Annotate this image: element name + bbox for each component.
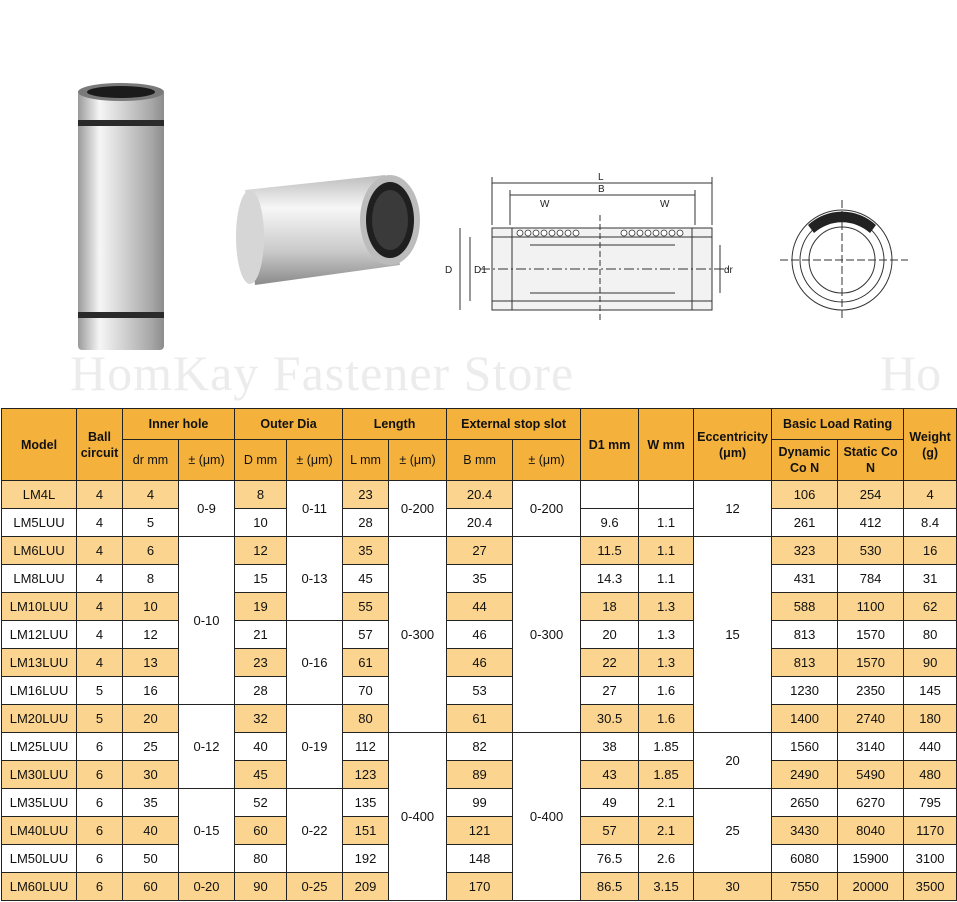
cell-dyn: 323 <box>772 537 838 565</box>
cell-L: 112 <box>343 733 389 761</box>
cell-dyn: 813 <box>772 649 838 677</box>
cell-d1: 18 <box>581 593 639 621</box>
cell-dyn: 7550 <box>772 873 838 901</box>
cell-outer-tol: 0-11 <box>287 481 343 537</box>
cell-D: 10 <box>235 509 287 537</box>
cell-dyn: 6080 <box>772 845 838 873</box>
cell-D: 80 <box>235 845 287 873</box>
cell-stat: 530 <box>838 537 904 565</box>
header-outer-tol: ± (μm) <box>287 440 343 481</box>
table-row <box>2 873 957 901</box>
header-length: Length <box>343 409 447 440</box>
cell-stat: 1570 <box>838 649 904 677</box>
table-row <box>2 845 957 873</box>
cell-dyn: 1400 <box>772 705 838 733</box>
cell-B: 82 <box>447 733 513 761</box>
cell-ball: 4 <box>77 621 123 649</box>
cell-w: 1.3 <box>639 621 694 649</box>
cell-wt: 80 <box>904 621 957 649</box>
bearing-photo-vertical <box>70 80 170 355</box>
cell-B: 121 <box>447 817 513 845</box>
table-row <box>2 621 957 649</box>
technical-drawing-side <box>440 165 740 325</box>
cell-slot-tol: 0-400 <box>513 733 581 901</box>
cell-L: 45 <box>343 565 389 593</box>
cell-w: 3.15 <box>639 873 694 901</box>
cell-wt: 4 <box>904 481 957 509</box>
cell-outer-tol: 0-19 <box>287 705 343 789</box>
cell-L: 80 <box>343 705 389 733</box>
cell-stat: 2350 <box>838 677 904 705</box>
cell-length-tol: 0-400 <box>389 733 447 901</box>
cell-d1: 76.5 <box>581 845 639 873</box>
cell-wt: 8.4 <box>904 509 957 537</box>
cell-dr: 16 <box>123 677 179 705</box>
cell-slot-tol: 0-200 <box>513 481 581 537</box>
cell-w <box>639 481 694 509</box>
cell-w: 1.1 <box>639 509 694 537</box>
cell-w: 1.85 <box>639 761 694 789</box>
cell-D: 28 <box>235 677 287 705</box>
cell-D: 60 <box>235 817 287 845</box>
cell-model: LM50LUU <box>2 845 77 873</box>
cell-wt: 145 <box>904 677 957 705</box>
header-D: D mm <box>235 440 287 481</box>
cell-L: 135 <box>343 789 389 817</box>
cell-B: 20.4 <box>447 481 513 509</box>
cell-inner-tol: 0-20 <box>179 873 235 901</box>
cell-model: LM6LUU <box>2 537 77 565</box>
cell-model: LM4L <box>2 481 77 509</box>
cell-w: 2.1 <box>639 789 694 817</box>
dim-W-left: W <box>540 199 550 210</box>
cell-B: 46 <box>447 649 513 677</box>
cell-dr: 35 <box>123 789 179 817</box>
header-external-stop-slot: External stop slot <box>447 409 581 440</box>
cell-ball: 4 <box>77 593 123 621</box>
cell-w: 2.1 <box>639 817 694 845</box>
cell-stat: 412 <box>838 509 904 537</box>
cell-d1: 38 <box>581 733 639 761</box>
table-row <box>2 705 957 733</box>
header-slot-tol: ± (μm) <box>513 440 581 481</box>
cell-dr: 50 <box>123 845 179 873</box>
cell-ball: 6 <box>77 845 123 873</box>
cell-ball: 5 <box>77 677 123 705</box>
cell-d1: 22 <box>581 649 639 677</box>
header-weight: Weight (g) <box>904 409 957 481</box>
cell-L: 55 <box>343 593 389 621</box>
dim-B: B <box>598 184 605 195</box>
cell-stat: 20000 <box>838 873 904 901</box>
cell-length-tol: 0-300 <box>389 537 447 733</box>
cell-L: 70 <box>343 677 389 705</box>
cell-B: 44 <box>447 593 513 621</box>
cell-dr: 25 <box>123 733 179 761</box>
header-w: W mm <box>639 409 694 481</box>
cell-dr: 40 <box>123 817 179 845</box>
cell-dr: 30 <box>123 761 179 789</box>
cell-w: 1.6 <box>639 705 694 733</box>
cell-L: 57 <box>343 621 389 649</box>
cell-dyn: 3430 <box>772 817 838 845</box>
cell-wt: 90 <box>904 649 957 677</box>
cell-slot-tol: 0-300 <box>513 537 581 733</box>
cell-ball: 6 <box>77 733 123 761</box>
cell-dyn: 588 <box>772 593 838 621</box>
cell-d1: 9.6 <box>581 509 639 537</box>
cell-model: LM5LUU <box>2 509 77 537</box>
cell-stat: 3140 <box>838 733 904 761</box>
cell-B: 27 <box>447 537 513 565</box>
cell-L: 209 <box>343 873 389 901</box>
table-row <box>2 565 957 593</box>
cell-B: 20.4 <box>447 509 513 537</box>
header-eccentricity: Eccentricity (μm) <box>694 409 772 481</box>
cell-stat: 5490 <box>838 761 904 789</box>
cell-dyn: 2650 <box>772 789 838 817</box>
table-row <box>2 649 957 677</box>
cell-d1: 27 <box>581 677 639 705</box>
dim-dr: dr <box>724 265 733 276</box>
cell-L: 123 <box>343 761 389 789</box>
table-row <box>2 817 957 845</box>
cell-d1: 11.5 <box>581 537 639 565</box>
cell-stat: 2740 <box>838 705 904 733</box>
cell-D: 52 <box>235 789 287 817</box>
cell-B: 99 <box>447 789 513 817</box>
dim-L: L <box>598 172 604 183</box>
cell-L: 61 <box>343 649 389 677</box>
cell-model: LM35LUU <box>2 789 77 817</box>
cell-ball: 5 <box>77 705 123 733</box>
cell-w: 1.3 <box>639 649 694 677</box>
header-static: Static Co N <box>838 440 904 481</box>
cell-stat: 15900 <box>838 845 904 873</box>
cell-ecc: 25 <box>694 789 772 873</box>
cell-D: 23 <box>235 649 287 677</box>
header-basic-load-rating: Basic Load Rating <box>772 409 904 440</box>
cell-ecc: 30 <box>694 873 772 901</box>
cell-ball: 4 <box>77 649 123 677</box>
cell-D: 15 <box>235 565 287 593</box>
header-dr: dr mm <box>123 440 179 481</box>
cell-D: 19 <box>235 593 287 621</box>
cell-ball: 4 <box>77 565 123 593</box>
dim-D1: D1 <box>474 265 487 276</box>
cell-stat: 254 <box>838 481 904 509</box>
cell-dr: 10 <box>123 593 179 621</box>
watermark-text: HomKay Fastener Store <box>70 345 575 401</box>
cell-L: 192 <box>343 845 389 873</box>
table-row <box>2 789 957 817</box>
dim-W-right: W <box>660 199 670 210</box>
technical-drawing-end <box>780 195 910 325</box>
spec-table-body <box>2 481 957 901</box>
cell-d1: 43 <box>581 761 639 789</box>
cell-D: 21 <box>235 621 287 649</box>
table-row <box>2 761 957 789</box>
cell-model: LM12LUU <box>2 621 77 649</box>
cell-w: 1.1 <box>639 565 694 593</box>
cell-ball: 4 <box>77 537 123 565</box>
cell-ball: 6 <box>77 761 123 789</box>
cell-d1 <box>581 481 639 509</box>
table-row <box>2 509 957 537</box>
cell-D: 8 <box>235 481 287 509</box>
cell-L: 151 <box>343 817 389 845</box>
product-images-area <box>0 0 957 408</box>
cell-d1: 20 <box>581 621 639 649</box>
cell-w: 1.3 <box>639 593 694 621</box>
cell-B: 170 <box>447 873 513 901</box>
cell-D: 90 <box>235 873 287 901</box>
cell-B: 148 <box>447 845 513 873</box>
dim-D: D <box>445 265 453 276</box>
cell-ball: 4 <box>77 509 123 537</box>
cell-model: LM20LUU <box>2 705 77 733</box>
header-ball-circuit: Ball circuit <box>77 409 123 481</box>
cell-ecc: 15 <box>694 537 772 733</box>
header-d1: D1 mm <box>581 409 639 481</box>
cell-wt: 480 <box>904 761 957 789</box>
cell-D: 40 <box>235 733 287 761</box>
cell-model: LM16LUU <box>2 677 77 705</box>
cell-wt: 440 <box>904 733 957 761</box>
spec-table <box>1 408 957 901</box>
cell-d1: 86.5 <box>581 873 639 901</box>
bearing-photo-horizontal <box>225 170 425 290</box>
table-row <box>2 733 957 761</box>
cell-stat: 1570 <box>838 621 904 649</box>
cell-w: 1.85 <box>639 733 694 761</box>
cell-d1: 14.3 <box>581 565 639 593</box>
cell-L: 28 <box>343 509 389 537</box>
cell-model: LM30LUU <box>2 761 77 789</box>
cell-ball: 6 <box>77 873 123 901</box>
header-model: Model <box>2 409 77 481</box>
cell-length-tol: 0-200 <box>389 481 447 537</box>
cell-stat: 1100 <box>838 593 904 621</box>
cell-outer-tol: 0-25 <box>287 873 343 901</box>
cell-outer-tol: 0-16 <box>287 621 343 705</box>
cell-stat: 8040 <box>838 817 904 845</box>
table-row <box>2 481 957 509</box>
cell-w: 1.1 <box>639 537 694 565</box>
cell-wt: 3500 <box>904 873 957 901</box>
cell-dyn: 2490 <box>772 761 838 789</box>
cell-dyn: 1560 <box>772 733 838 761</box>
cell-ball: 4 <box>77 481 123 509</box>
cell-dyn: 431 <box>772 565 838 593</box>
cell-ball: 6 <box>77 789 123 817</box>
cell-wt: 62 <box>904 593 957 621</box>
table-row <box>2 593 957 621</box>
cell-model: LM13LUU <box>2 649 77 677</box>
cell-B: 61 <box>447 705 513 733</box>
cell-dr: 6 <box>123 537 179 565</box>
cell-ecc: 12 <box>694 481 772 537</box>
cell-dyn: 261 <box>772 509 838 537</box>
cell-outer-tol: 0-13 <box>287 537 343 621</box>
cell-model: LM25LUU <box>2 733 77 761</box>
header-length-tol: ± (μm) <box>389 440 447 481</box>
cell-inner-tol: 0-10 <box>179 537 235 705</box>
cell-d1: 57 <box>581 817 639 845</box>
cell-w: 2.6 <box>639 845 694 873</box>
cell-B: 46 <box>447 621 513 649</box>
cell-wt: 1170 <box>904 817 957 845</box>
cell-stat: 6270 <box>838 789 904 817</box>
cell-wt: 795 <box>904 789 957 817</box>
cell-dr: 60 <box>123 873 179 901</box>
cell-B: 53 <box>447 677 513 705</box>
cell-w: 1.6 <box>639 677 694 705</box>
header-dynamic: Dynamic Co N <box>772 440 838 481</box>
cell-B: 35 <box>447 565 513 593</box>
cell-inner-tol: 0-9 <box>179 481 235 537</box>
cell-dr: 20 <box>123 705 179 733</box>
cell-dyn: 1230 <box>772 677 838 705</box>
cell-B: 89 <box>447 761 513 789</box>
cell-dr: 12 <box>123 621 179 649</box>
cell-inner-tol: 0-12 <box>179 705 235 789</box>
cell-wt: 31 <box>904 565 957 593</box>
cell-model: LM40LUU <box>2 817 77 845</box>
cell-wt: 180 <box>904 705 957 733</box>
cell-dr: 5 <box>123 509 179 537</box>
cell-d1: 30.5 <box>581 705 639 733</box>
cell-model: LM10LUU <box>2 593 77 621</box>
header-inner-hole: Inner hole <box>123 409 235 440</box>
cell-dr: 8 <box>123 565 179 593</box>
cell-dyn: 106 <box>772 481 838 509</box>
cell-dr: 13 <box>123 649 179 677</box>
cell-D: 32 <box>235 705 287 733</box>
cell-dyn: 813 <box>772 621 838 649</box>
cell-D: 12 <box>235 537 287 565</box>
cell-model: LM60LUU <box>2 873 77 901</box>
cell-ecc: 20 <box>694 733 772 789</box>
header-L: L mm <box>343 440 389 481</box>
cell-L: 23 <box>343 481 389 509</box>
header-inner-tol: ± (μm) <box>179 440 235 481</box>
cell-stat: 784 <box>838 565 904 593</box>
table-row <box>2 537 957 565</box>
cell-wt: 3100 <box>904 845 957 873</box>
table-row <box>2 677 957 705</box>
cell-dr: 4 <box>123 481 179 509</box>
cell-d1: 49 <box>581 789 639 817</box>
cell-inner-tol: 0-15 <box>179 789 235 873</box>
cell-model: LM8LUU <box>2 565 77 593</box>
cell-outer-tol: 0-22 <box>287 789 343 873</box>
cell-D: 45 <box>235 761 287 789</box>
cell-wt: 16 <box>904 537 957 565</box>
header-B: B mm <box>447 440 513 481</box>
cell-L: 35 <box>343 537 389 565</box>
header-outer-dia: Outer Dia <box>235 409 343 440</box>
cell-ball: 6 <box>77 817 123 845</box>
watermark-text-tail: Ho <box>880 345 942 401</box>
